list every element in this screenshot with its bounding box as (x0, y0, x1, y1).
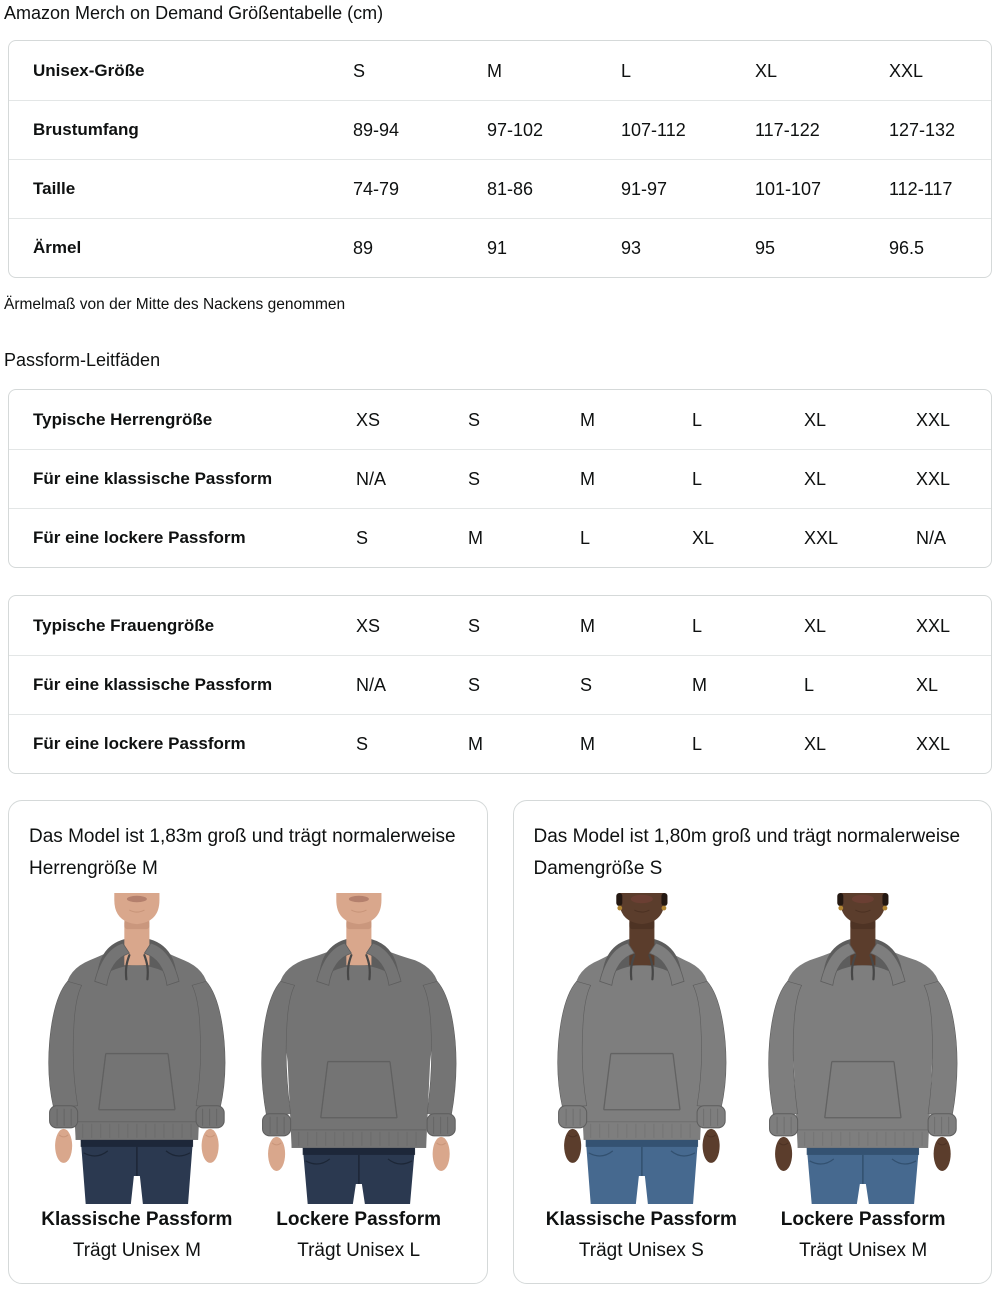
model-cards (8, 800, 992, 1284)
size-cell: 89-94 (353, 120, 400, 140)
figure-caption (29, 1208, 245, 1263)
size-cell: 127-132 (889, 120, 956, 140)
size-cell: 112-117 (889, 179, 953, 199)
model-photo-men-loose (251, 893, 467, 1204)
fit-label: Lockere Passform (780, 1209, 946, 1231)
size-cell: 97-102 (487, 120, 544, 140)
size-cell: XL (804, 615, 827, 636)
fit-guides-heading: Passform-Leitfäden (4, 350, 161, 370)
size-cell: N/A (916, 528, 947, 548)
size-cell: 107-112 (621, 120, 686, 140)
figure-caption (755, 1208, 971, 1263)
unisex-size-table (8, 40, 992, 278)
size-cell: XS (356, 615, 381, 636)
size-cell: XL (804, 734, 827, 754)
row-label: Unisex-Größe (33, 60, 145, 80)
size-cell: N/A (356, 675, 387, 695)
size-cell: S (356, 734, 369, 754)
size-label: Trägt Unisex M (72, 1240, 201, 1262)
size-cell: 91 (487, 238, 508, 258)
size-cell: 91-97 (621, 179, 668, 199)
row-label: Taille (33, 179, 76, 198)
table-row (9, 655, 991, 714)
table-row (9, 41, 991, 100)
fit-label: Klassische Passform (41, 1209, 233, 1231)
size-cell: XL (916, 675, 939, 695)
row-label: Für eine klassische Passform (33, 675, 273, 694)
size-cell: XXL (916, 615, 951, 636)
men-fit-table (8, 389, 992, 568)
size-cell: S (353, 60, 366, 81)
size-cell: M (468, 528, 483, 548)
model-figure (251, 893, 467, 1263)
size-cell: XL (755, 60, 778, 81)
size-cell: 95 (755, 238, 776, 258)
model-photo-women-classic (534, 893, 750, 1204)
table-row (9, 100, 991, 159)
table-row (9, 218, 991, 277)
table-row (9, 508, 991, 567)
size-cell: XXL (804, 528, 839, 548)
row-label: Für eine lockere Passform (33, 734, 246, 753)
size-cell: XL (804, 469, 827, 489)
size-cell: 93 (621, 238, 642, 258)
table-row (9, 596, 991, 655)
size-cell: XS (356, 409, 381, 430)
size-cell: 74-79 (353, 179, 400, 199)
size-cell: XXL (916, 409, 951, 430)
size-cell: M (580, 409, 595, 430)
size-cell: 89 (353, 238, 374, 258)
size-cell: N/A (356, 469, 387, 489)
size-cell: M (468, 734, 483, 754)
row-label: Für eine lockere Passform (33, 528, 246, 547)
model-card-women (513, 800, 993, 1284)
size-cell: S (468, 675, 481, 695)
model-description: Das Model ist 1,83m groß und trägt normalerweise Herrengröße M (29, 826, 456, 879)
fit-label: Lockere Passform (276, 1209, 441, 1231)
size-cell: M (580, 734, 595, 754)
size-cell: L (621, 60, 632, 81)
size-cell: XL (692, 528, 715, 548)
page-title: Amazon Merch on Demand Größentabelle (cm) (4, 3, 384, 23)
size-cell: M (580, 469, 595, 489)
size-cell: L (804, 675, 815, 695)
women-fit-table (8, 595, 992, 774)
model-photo-men-classic (29, 893, 245, 1204)
row-label: Typische Frauengröße (33, 615, 215, 635)
size-label: Trägt Unisex M (799, 1240, 928, 1262)
figures-row (29, 893, 467, 1263)
model-description: Das Model ist 1,80m groß und trägt normalerweise Damengröße S (533, 826, 961, 879)
row-label: Ärmel (33, 238, 82, 257)
figures-row (534, 893, 972, 1263)
size-cell: XXL (916, 734, 951, 754)
size-cell: M (692, 675, 707, 695)
size-label: Trägt Unisex L (297, 1240, 421, 1262)
row-label: Brustumfang (33, 120, 139, 139)
size-cell: S (580, 675, 593, 695)
size-cell: S (356, 528, 369, 548)
model-photo-women-loose (755, 893, 971, 1204)
figure-caption (251, 1208, 467, 1263)
size-cell: S (468, 409, 481, 430)
table-row (9, 390, 991, 449)
sleeve-measure-note: Ärmelmaß von der Mitte des Nackens genommen (4, 296, 346, 313)
size-cell: L (580, 528, 591, 548)
size-cell: S (468, 615, 481, 636)
size-cell: 101-107 (755, 179, 822, 199)
table-row (9, 449, 991, 508)
size-cell: 117-122 (755, 120, 820, 140)
row-label: Für eine klassische Passform (33, 469, 273, 488)
table-row (9, 159, 991, 218)
figure-caption (534, 1208, 750, 1263)
size-cell: 81-86 (487, 179, 534, 199)
size-cell: L (692, 734, 703, 754)
model-card-men (8, 800, 488, 1284)
model-figure (29, 893, 245, 1263)
size-cell: L (692, 469, 703, 489)
size-cell: L (692, 409, 703, 430)
size-cell: 96.5 (889, 238, 925, 258)
model-figure (755, 893, 971, 1263)
size-cell: XXL (889, 60, 924, 81)
size-cell: L (692, 615, 703, 636)
fit-label: Klassische Passform (545, 1209, 737, 1231)
size-cell: XXL (916, 469, 951, 489)
model-figure (534, 893, 750, 1263)
size-cell: S (468, 469, 481, 489)
size-cell: M (487, 60, 502, 81)
row-label: Typische Herrengröße (33, 409, 213, 429)
size-label: Trägt Unisex S (578, 1240, 704, 1262)
size-cell: M (580, 615, 595, 636)
table-row (9, 714, 991, 773)
size-cell: XL (804, 409, 827, 430)
